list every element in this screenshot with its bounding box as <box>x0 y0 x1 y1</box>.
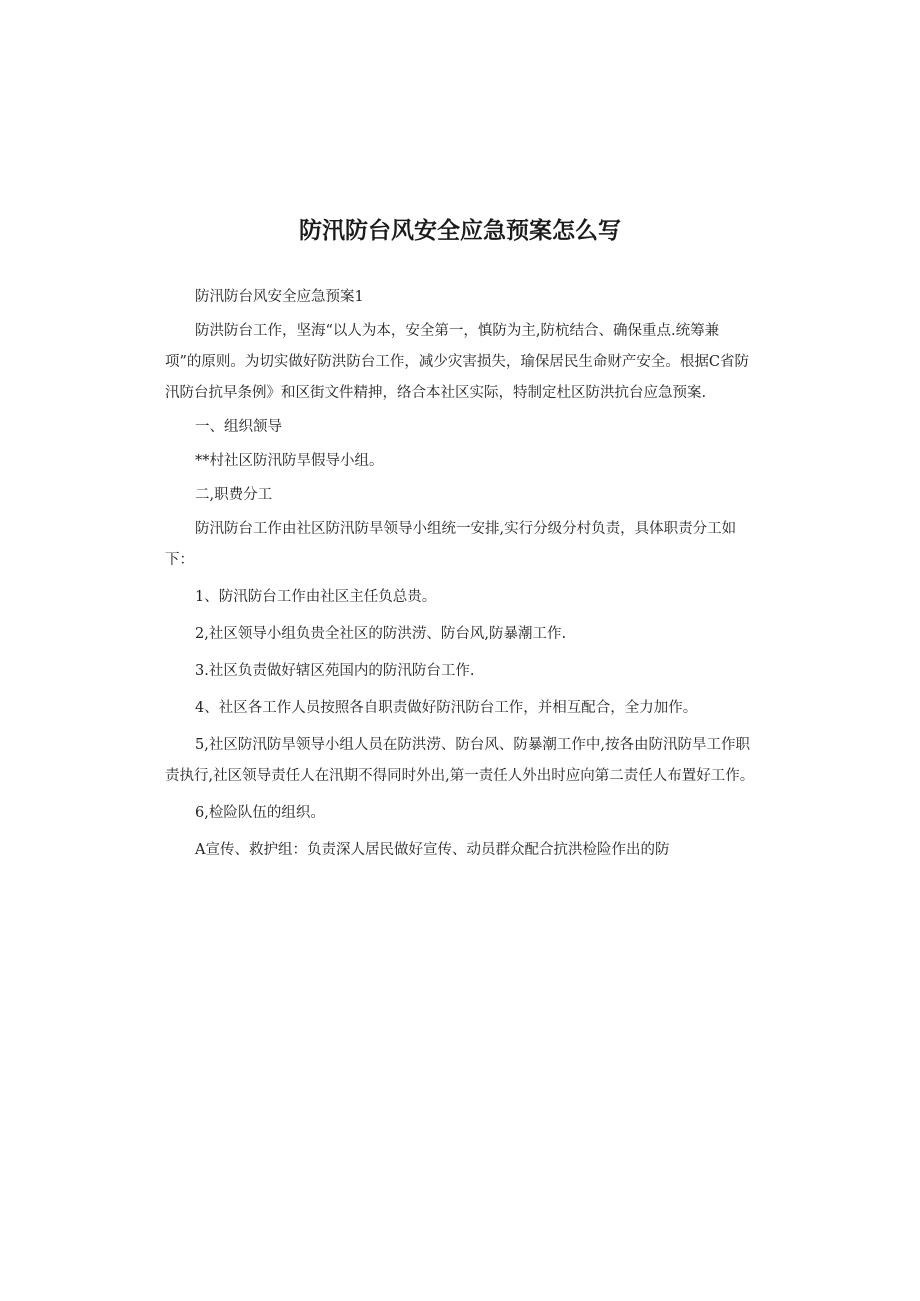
list-item-3: 3.社区负责做好辖区苑国内的防汛防台工作. <box>195 663 475 679</box>
paragraph-group: **村社区防汛防旱假导小组。 <box>195 453 384 469</box>
list-item-6: 6,检险队伍的组织。 <box>195 805 325 821</box>
list-item-2: 2,社区领导小组负贵全社区的防洪涝、防台风,防暴潮工作. <box>195 626 567 642</box>
section-heading-duties: 二,职费分工 <box>195 487 273 503</box>
list-item-4: 4、社区各工作人员按照各自职责做好防汛防台工作，并相互配合，全力加作。 <box>195 700 698 716</box>
paragraph-duties-intro: 防汛防台工作由社区防汛防旱领导小组统一安排,实行分级分村负责，具体职责分工如下： <box>165 521 737 568</box>
list-item-5: 5,社区防汛防旱领导小组人员在防洪涝、防台风、防暴潮工作中,按各由防汛防旱工作职责执行,社区领导责任人在汛期不得同时外出,第一责任人外出时应向第二责任人布置好工作。 <box>165 737 755 784</box>
document-body <box>165 282 755 866</box>
section-heading-organization: 一、组织颔导 <box>195 419 282 435</box>
list-item-a: A宣传、救护组：负责深人居民做好宣传、动员群众配合抗洪检险作出的防 <box>195 842 670 858</box>
paragraph-principle: 防洪防台工作，坚海“以人为本，安全第一，慎防为主,防杭结合、确保重点.统筹兼项”的原则。为切实做好防洪防台工作，减少灾害损失，瑜保居民生命财产安全。根据C省防汛防台抗早条例》和区街文件精抻，络合本社区实际，特制定杜区防洪抗台应急预案. <box>165 323 750 401</box>
paragraph-heading: 防汛防台风安全应急预案1 <box>195 289 364 305</box>
list-item-1: 1、防汛防台工作由社区主任负总贵。 <box>195 589 437 605</box>
document-title: 防汛防台风安全应急预案怎么写 <box>299 218 621 244</box>
